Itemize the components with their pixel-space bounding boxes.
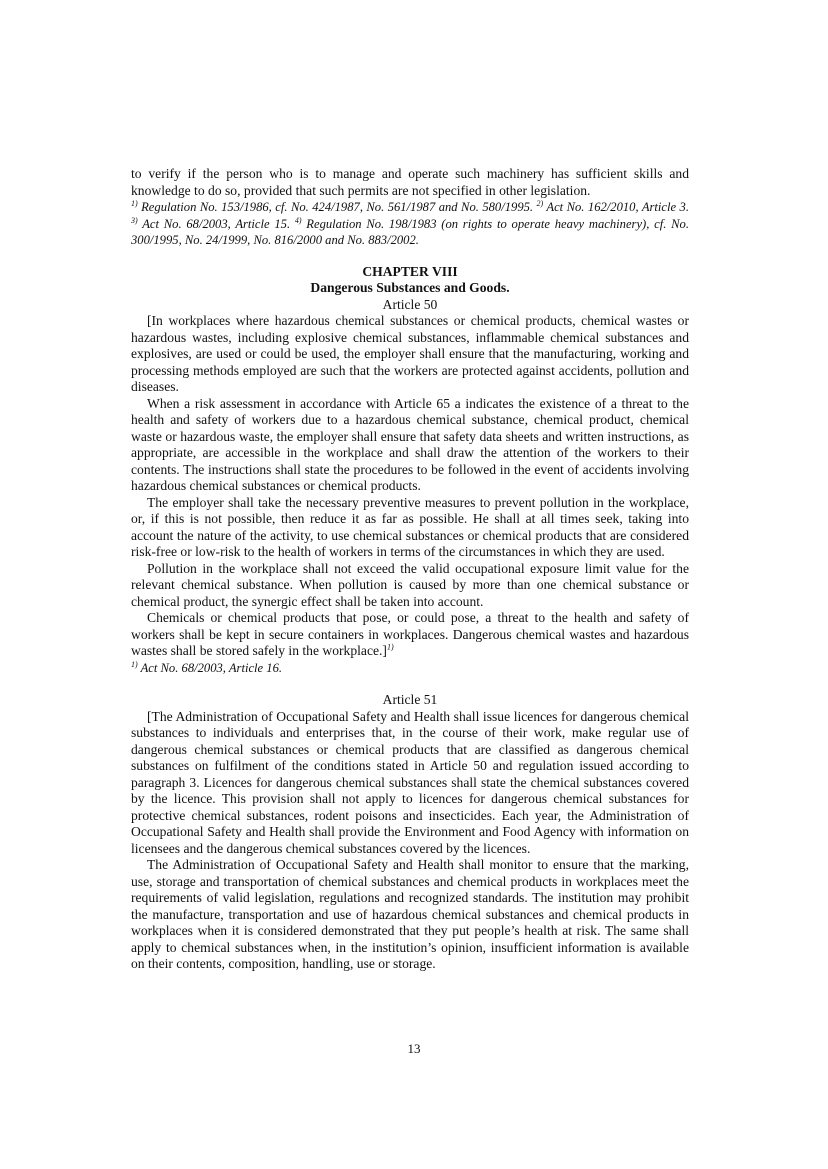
footnote-text: Act No. 162/2010, Article 3. bbox=[543, 200, 689, 214]
article-50-heading: Article 50 bbox=[382, 296, 438, 312]
footnote-text: Act No. 68/2003, Article 15. bbox=[137, 216, 295, 231]
footnote-text: Act No. 68/2003, Article 16. bbox=[137, 660, 283, 675]
article-50-paragraph: The employer shall take the necessary preventive measures to prevent pollution in the workplace, or, if this is not possible, then reduce it as far as possible. He shall at all times seek, taking into account the nature of the activity, to use chemical substances or chemical products that are considered risk-free or low-risk to the health of workers in terms of the circumstances in which they are used. bbox=[131, 494, 689, 559]
document-page bbox=[131, 166, 689, 973]
footnote-text: Regulation No. 198/1983 (on rights to operate heavy machinery), cf. No. 300/1995, No. 24/1999, No. 816/2000 and No. 883/2002. bbox=[131, 216, 689, 247]
article-51-heading: Article 51 bbox=[382, 692, 438, 707]
chapter-title: Dangerous Substances and Goods. bbox=[310, 280, 510, 295]
footnote-mark: 1) bbox=[386, 642, 394, 652]
footnotes-block bbox=[131, 199, 689, 249]
page-number: 13 bbox=[407, 1041, 421, 1056]
article-50-last-text: Chemicals or chemical products that pose, or could pose, a threat to the health and safety of workers shall be kept in secure containers in workplaces. Dangerous chemical wastes and hazardous wastes shall be stored safely in the workplace.] bbox=[131, 610, 689, 658]
footnote-mark: 1) bbox=[131, 659, 138, 669]
footnote-mark: 4) bbox=[294, 215, 302, 225]
chapter-heading: CHAPTER VIII bbox=[362, 263, 458, 279]
footnote-text: Regulation No. 153/1986, cf. No. 424/1987, No. 561/1987 and No. 580/1995. bbox=[137, 200, 537, 214]
continuation-paragraph: to verify if the person who is to manage and operate such machinery has sufficient skills and knowledge to do so, provided that such permits are not specified in other legislation. bbox=[131, 166, 689, 198]
footnote-mark: 2) bbox=[536, 198, 544, 208]
footnote-mark: 1) bbox=[131, 198, 138, 208]
footnote-mark: 3) bbox=[131, 215, 138, 225]
article-50-paragraph-last bbox=[131, 610, 689, 660]
article-50-paragraph: When a risk assessment in accordance with Article 65 a indicates the existence of a threat to the health and safety of workers due to a hazardous chemical substance, chemical product, chemical waste or hazardous waste, the employer shall ensure that safety data sheets and written instructions, as appropriate, are accessible in the workplace and shall draw the attention of the workers to their contents. The instructions shall state the procedures to be followed in the event of accidents involving hazardous chemical substances or chemical products. bbox=[131, 395, 689, 493]
article-50-footnote bbox=[131, 660, 689, 677]
article-51-paragraph: The Administration of Occupational Safety and Health shall monitor to ensure that the marking, use, storage and transportation of chemical substances and chemical products in workplaces meet the requirements of valid legislation, regulations and recognized standards. The institution may prohibit the manufacture, transportation and use of hazardous chemical substances and chemical products in workplaces when it is considered demonstrated that they put people’s health at risk. The same shall apply to chemical substances when, in the institution’s opinion, insufficient information is available on their contents, composition, handling, use or storage. bbox=[131, 857, 689, 971]
article-50-paragraph: Pollution in the workplace shall not exceed the valid occupational exposure limit value for the relevant chemical substance. When pollution is caused by more than one chemical substance or chemical product, the synergic effect shall be taken into account. bbox=[131, 560, 689, 609]
article-51-paragraph: [The Administration of Occupational Safety and Health shall issue licences for dangerous chemical substances to individuals and enterprises that, in the course of their work, make regular use of dangerous chemical substances or chemical products that are classified as dangerous chemical substances on fulfilment of the conditions stated in Article 50 and regulation issued according to paragraph 3. Licences for dangerous chemical substances shall state the chemical substances covered by the licence. This provision shall not apply to licences for dangerous chemical substances for protective chemical substances, rodent poisons and insecticides. Each year, the Administration of Occupational Safety and Health shall provide the Environment and Food Agency with information on licensees and the dangerous chemical substances covered by the licences. bbox=[131, 708, 689, 856]
article-50-paragraph: [In workplaces where hazardous chemical substances or chemical products, chemical wastes or hazardous wastes, including explosive chemical substances, inflammable chemical substances and explosives, are used or could be used, the employer shall ensure that the manufacturing, working and processing methods employed are such that the workers are protected against accidents, pollution and diseases. bbox=[131, 313, 689, 394]
